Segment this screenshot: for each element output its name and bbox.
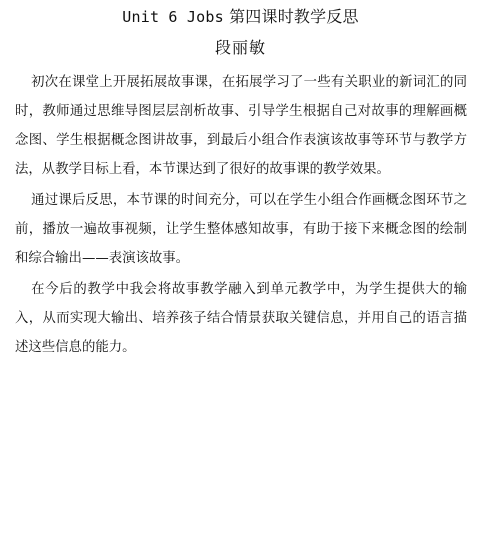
title-unit: Unit 6 Jobs (122, 8, 224, 26)
paragraph: 在今后的教学中我会将故事教学融入到单元教学中，为学生提供大的输入，从而实现大输出、培养孩子结合情景获取关键信息，并用自己的语言描述这些信息的能力。 (15, 282, 467, 355)
paragraph: 通过课后反思，本节课的时间充分，可以在学生小组合作画概念图环节之前，播放一遍故事视频，让学生整体感知故事，有助于接下来概念图的绘制和综合输出——表演该故事。 (15, 193, 467, 266)
paragraph: 初次在课堂上开展拓展故事课，在拓展学习了一些有关职业的新词汇的同时，教师通过思维导图层层剖析故事、引导学生根据自己对故事的理解画概念图、学生根据概念图讲故事，到最后小组合作表演该故事等环节与教学方法，从教学目标上看，本节课达到了很好的故事课的教学效果。 (15, 75, 467, 177)
title-lesson: 第四课时教学反思 (229, 7, 359, 26)
document-body (15, 68, 467, 364)
author-name: 段丽敏 (214, 38, 266, 57)
document-title (0, 7, 481, 27)
